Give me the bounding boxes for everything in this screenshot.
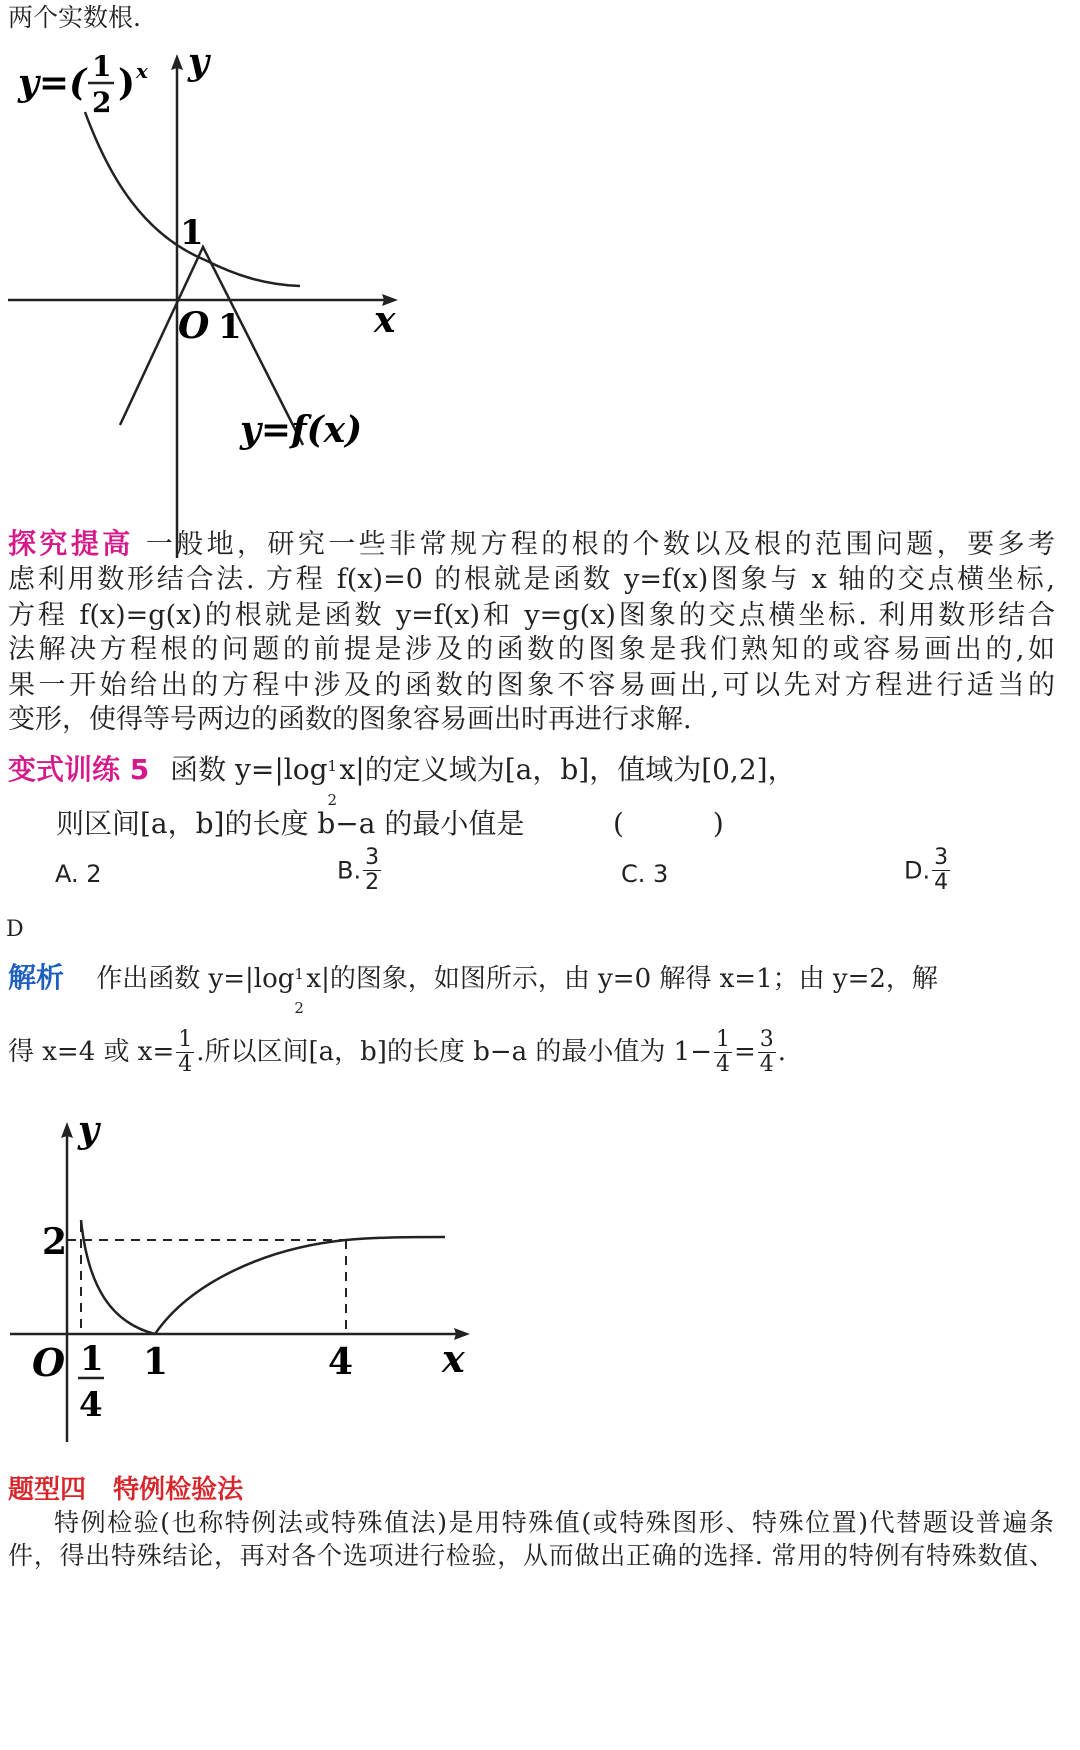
paren-close: ) — [118, 62, 136, 104]
fig2-log-curve — [81, 1220, 155, 1334]
exponent-label: x — [136, 59, 148, 83]
section4-heading: 题型四 特例检验法 — [8, 1475, 244, 1505]
intro-text: 两个实数根. — [8, 3, 141, 32]
fig2-label-1: 1 — [143, 1341, 169, 1383]
jiexi-f3-num: 3 — [759, 1026, 774, 1052]
jiexi-f2-num: 1 — [715, 1026, 730, 1052]
label-one-x: 1 — [218, 307, 242, 347]
fig2-y-label: y — [78, 1109, 99, 1151]
option-b-den: 2 — [365, 870, 380, 895]
section4-line-2: 件，得出特殊结论，再对各个选项进行检验，从而做出正确的选择. 常用的特例有特殊数值、 — [8, 1541, 1054, 1570]
jiexi-text-2b: .所以区间[a，b]的长度 b−a 的最小值为 1− — [196, 1037, 712, 1067]
exponential-curve — [85, 112, 300, 286]
jiexi-f1-num: 1 — [178, 1026, 193, 1052]
jiexi-text-1a: 作出函数 y=|log — [96, 964, 295, 994]
fig2-frac-num: 1 — [80, 1339, 104, 1379]
option-a: A. 2 — [55, 860, 102, 888]
jiexi-f3-den: 4 — [759, 1051, 774, 1077]
jiexi-period: . — [777, 1037, 787, 1067]
tanjiu-line-1 — [8, 526, 1055, 563]
fx-label: y=f(x) — [240, 409, 363, 451]
section4-line-1: 特例检验(也称特例法或特殊值法)是用特殊值(或特殊图形、特殊位置)代替题设普遍条 — [54, 1508, 1054, 1537]
tanjiu-line-3: 方程 f(x)=g(x)的根就是函数 y=f(x)和 y=g(x)图象的交点横坐标. 利用数形结合 — [8, 600, 1055, 631]
tanjiu-heading: 探究提高 — [8, 527, 134, 560]
option-c: C. 3 — [621, 860, 669, 888]
log-base: 2 — [327, 791, 338, 809]
tanjiu-line-4: 法解决方程根的问题的前提是涉及的函数的图象是我们熟知的或容易画出的,如 — [8, 634, 1055, 665]
figure-2-graph — [0, 1108, 520, 1458]
exercise-text-1b: x|的定义域为[a，b]，值域为[0,2]， — [339, 753, 796, 786]
option-b-prefix: B. — [337, 856, 362, 885]
answer-letter: D — [6, 917, 24, 942]
option-d-prefix: D. — [904, 856, 931, 885]
option-b-num: 3 — [365, 845, 380, 870]
jiexi-f1-den: 4 — [178, 1051, 193, 1077]
jiexi-line-2 — [8, 1022, 786, 1081]
option-d-num: 3 — [934, 845, 949, 870]
tanjiu-text-1: 一般地，研究一些非常规方程的根的个数以及根的范围问题，要多考 — [145, 529, 1055, 560]
fig2-origin: O — [32, 1340, 66, 1385]
exercise-line-2: 则区间[a，b]的长度 b−a 的最小值是 — [56, 807, 525, 840]
tanjiu-line-5: 果一开始给出的方程中涉及的函数的图象不容易画出,可以先对方程进行适当的 — [8, 670, 1055, 701]
y-axis-arrow — [171, 54, 183, 70]
jiexi-log-base: 2 — [294, 999, 304, 1017]
jiexi-f2-den: 4 — [715, 1051, 730, 1077]
jiexi-text-2a: 得 x=4 或 x= — [8, 1037, 175, 1067]
fig2-log-curve-right — [155, 1237, 445, 1334]
option-b — [337, 846, 383, 895]
frac-den: 2 — [92, 86, 112, 119]
jiexi-heading: 解析 — [8, 961, 65, 994]
y-axis-label: y — [188, 41, 209, 83]
fig2-y-axis-arrow — [61, 1122, 73, 1138]
x-axis-label: x — [374, 299, 396, 341]
exercise-heading: 变式训练 5 — [8, 753, 150, 786]
log-sup: 1 — [327, 757, 338, 775]
tanjiu-line-6: 变形，使得等号两边的函数的图象容易画出时再进行求解. — [8, 704, 692, 735]
tanjiu-line-2: 虑利用数形结合法. 方程 f(x)=0 的根就是函数 y=f(x)图象与 x 轴的交点横坐标, — [8, 564, 1055, 595]
option-d-den: 4 — [934, 870, 949, 895]
exercise-line-1 — [8, 752, 796, 809]
origin-label: O — [178, 305, 210, 347]
label-one-y: 1 — [180, 213, 204, 253]
exercise-paren: ( ) — [613, 807, 724, 840]
figure-1-graph — [0, 40, 460, 580]
frac-num: 1 — [92, 50, 112, 83]
fig2-frac-den: 4 — [79, 1385, 103, 1425]
fig2-label-4: 4 — [328, 1341, 354, 1383]
fig2-x-label: x — [442, 1336, 465, 1381]
jiexi-log-sup: 1 — [294, 965, 304, 983]
eq-left-label: y=( — [18, 62, 87, 104]
jiexi-eq: = — [733, 1037, 756, 1067]
fig2-label-2: 2 — [42, 1221, 68, 1263]
option-d — [904, 846, 952, 895]
jiexi-text-1b: x|的图象，如图所示，由 y=0 解得 x=1；由 y=2，解 — [306, 964, 938, 994]
exercise-text-1: 函数 y=|log — [170, 753, 328, 786]
jiexi-line-1 — [8, 960, 938, 1017]
